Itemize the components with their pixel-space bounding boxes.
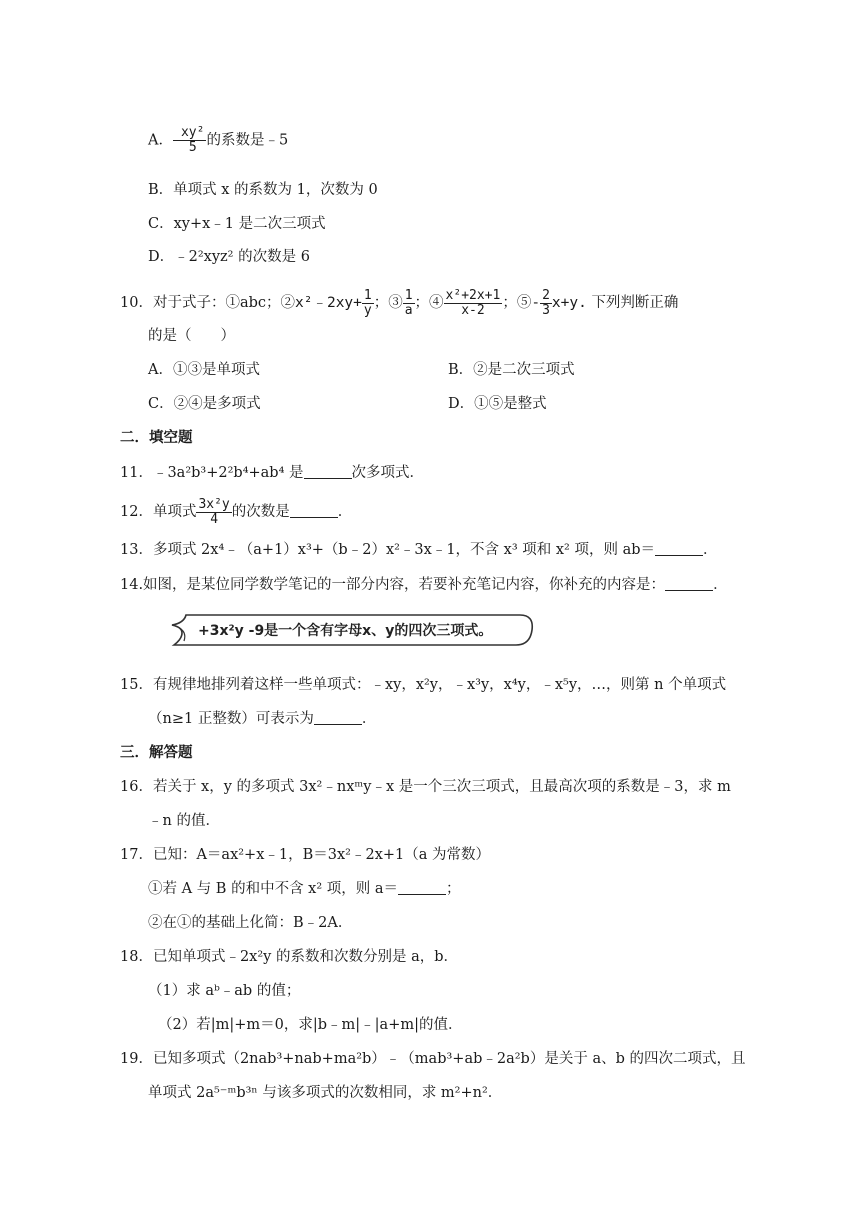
- q9-option-a: A． $\frac{\text{xy²}}{5}$ 的系数是﹣5: [148, 125, 289, 155]
- note-scroll-image: [168, 611, 536, 649]
- q12: 12．单项式 $\frac{\text{3x²y}}{4}$ 的次数是 ．: [120, 496, 353, 527]
- note-text: +3x²y -9是一个含有字母x、y的四次三项式。: [198, 623, 493, 639]
- q16-line2: ﹣n 的值．: [148, 813, 220, 829]
- q16-line1: 16．若关于 x，y 的多项式 3x²﹣nxᵐy﹣x 是一个三次三项式，且最高次项的系数是﹣3，求 m: [120, 779, 731, 795]
- q11: 11．﹣3a²b³+2²b⁴+ab⁴ 是 次多项式．: [120, 465, 425, 481]
- q9-option-b: B．单项式 x 的系数为 1，次数为 0: [148, 182, 378, 198]
- q9-option-d: D．﹣2²xyz² 的次数是 6: [148, 249, 310, 265]
- q13: 13．多项式 2x⁴﹣（a+1）x³+（b﹣2）x²﹣3x﹣1，不含 x³ 项和 x² 项，则 ab＝ ．: [120, 542, 718, 558]
- q17-line1: 17．已知：A＝ax²+x﹣1，B＝3x²﹣2x+1（a 为常数）: [120, 847, 491, 863]
- q9-option-c: C．xy+x﹣1 是二次三项式: [148, 216, 326, 232]
- q17-line2: ①若 A 与 B 的和中不含 x² 项，则 a＝ ；: [148, 881, 461, 897]
- q10-stem: 10．对于式子：①abc；②x²﹣2xy+ $\frac{1}{y}$ ；③ $\frac{1}{a}$ ；④ $\frac{\text{x²+2x+1}}{x-2}$ ；⑤- $\frac{2}{3}$ x+y. 下列判断正确: [120, 287, 679, 318]
- q17-line3: ②在①的基础上化简：B﹣2A．: [148, 915, 353, 931]
- q10-option-b: B．②是二次三项式: [448, 362, 575, 378]
- q15-line1: 15．有规律地排列着这样一些单项式：﹣xy，x²y，﹣x³y，x⁴y，﹣x⁵y，…，则第 n 个单项式: [120, 677, 727, 693]
- q10-option-d: D．①⑤是整式: [448, 396, 547, 412]
- q9-a-fraction: $\frac{\text{xy²}}{5}$: [180, 125, 205, 155]
- q19-line2: 单项式 2a⁵⁻ᵐb³ⁿ 与该多项式的次数相同，求 m²+n²．: [148, 1085, 503, 1101]
- q18-line3: （2）若|m|+m＝0，求|b﹣m|﹣|a+m|的值．: [158, 1017, 463, 1033]
- q15-line2: （n≥1 正整数）可表示为 ．: [148, 711, 377, 727]
- q18-line2: （1）求 aᵇ﹣ab 的值；: [148, 983, 301, 999]
- q18-line1: 18．已知单项式﹣2x²y 的系数和次数分别是 a，b．: [120, 949, 459, 965]
- q10-option-c: C．②④是多项式: [148, 396, 261, 412]
- section-answer-heading: 三．解答题: [120, 744, 193, 761]
- q14: 14.如图，是某位同学数学笔记的一部分内容，若要补充笔记内容，你补充的内容是： ．: [120, 577, 728, 593]
- q10-option-a: A．①③是单项式: [148, 362, 260, 378]
- q10-stem-cont: 的是（ ）: [148, 328, 235, 344]
- q19-line1: 19．已知多项式（2nab³+nab+ma²b）﹣（mab³+ab﹣2a²b）是关于 a、b 的四次二项式，且: [120, 1051, 746, 1067]
- q12-fraction: $\frac{\text{3x²y}}{4}$: [198, 496, 230, 527]
- section-fill-in-heading: 二．填空题: [120, 429, 193, 446]
